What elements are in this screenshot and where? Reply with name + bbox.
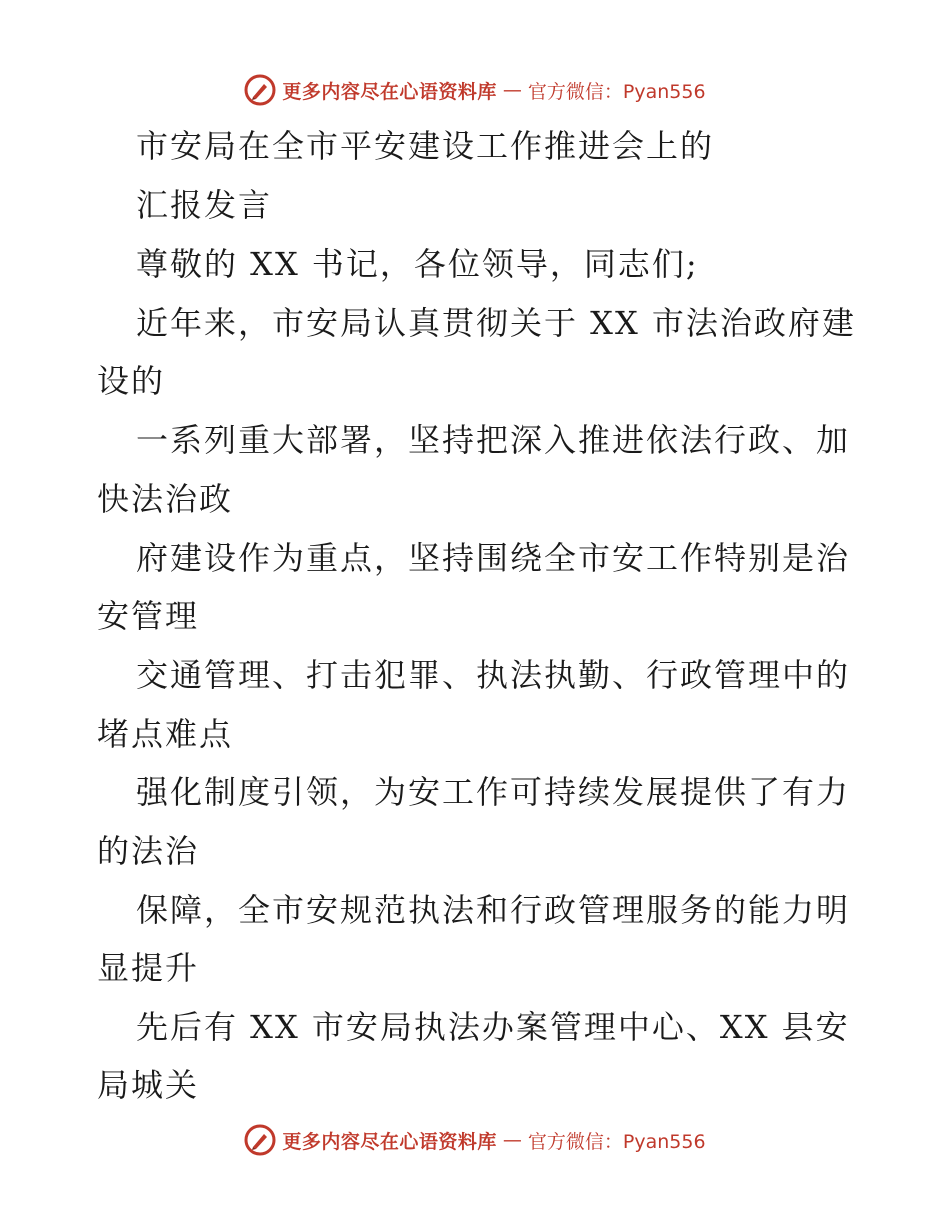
banner-content [244,1124,705,1156]
doc-line: 先后有 XX 市安局执法办案管理中心、XX 县安 [136,1008,850,1046]
doc-line: 强化制度引领，为安工作可持续发展提供了有力 [136,773,851,811]
doc-line: 安管理 [97,597,200,635]
doc-line: 近年来，市安局认真贯彻关于 XX 市法治政府建 [136,304,856,342]
header-banner [0,72,950,108]
doc-salutation: 尊敬的 XX 书记，各位领导，同志们; [136,245,699,283]
banner-wechat: 官方微信：Pyan556 [527,80,706,103]
pen-logo-icon [244,1124,276,1156]
banner-wechat: 官方微信：Pyan556 [527,1130,706,1153]
doc-title-line-2: 汇报发言 [136,186,273,224]
banner-text: 更多内容尽在心语资料库 [282,1130,497,1153]
pen-logo-icon [244,74,276,106]
doc-line: 一系列重大部署，坚持把深入推进依法行政、加 [136,421,851,459]
footer-banner [0,1122,950,1158]
doc-line: 局城关 [97,1066,200,1104]
doc-title-line-1: 市安局在全市平安建设工作推进会上的 [136,127,715,165]
doc-line: 的法治 [97,832,200,870]
doc-line: 交通管理、打击犯罪、执法执勤、行政管理中的 [136,656,851,694]
banner-separator: — [502,79,522,101]
doc-line: 快法治政 [97,480,234,518]
banner-separator: — [502,1129,522,1151]
doc-line: 设的 [97,362,166,400]
doc-line: 保障，全市安规范执法和行政管理服务的能力明 [136,891,851,929]
doc-line: 府建设作为重点，坚持围绕全市安工作特别是治 [136,539,851,577]
banner-content [244,74,705,106]
banner-text: 更多内容尽在心语资料库 [282,80,497,103]
doc-line: 堵点难点 [97,715,234,753]
doc-line: 显提升 [97,949,200,987]
